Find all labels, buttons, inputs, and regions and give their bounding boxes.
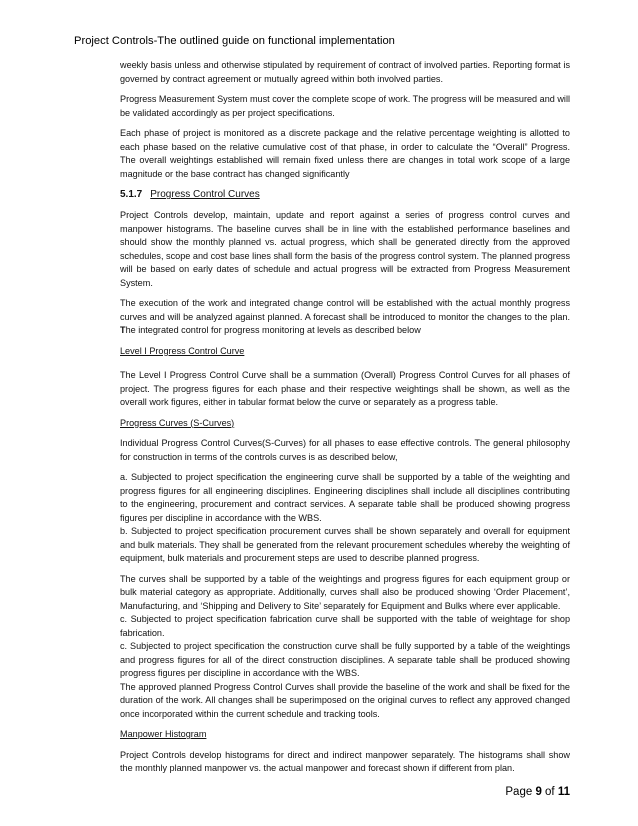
page-footer bbox=[505, 786, 570, 798]
paragraph-control-curves: Project Controls develop, maintain, update and report against a series of progress control curves and manpower histograms. The baseline curves shall be in line with the established performance baselines and should show the monthly planned vs. actual progress, which shall be generated directly from the approved schedules, scope and cost base lines shall form the basis of the progress control system. The planned progress will be based on early dates of schedule and actual progress will be extracted from Progress Measurement System. bbox=[120, 210, 570, 288]
subheading-level-one: Level I Progress Control Curve bbox=[120, 345, 245, 356]
paragraph-fabrication-curve: c. Subjected to project specification fabrication curve shall be supported with the table of weightage for shop fabrication. bbox=[120, 614, 570, 638]
page-header: Project Controls-The outlined guide on functional implementation bbox=[74, 35, 395, 47]
paragraph-execution-bold: T bbox=[120, 325, 126, 335]
section-number: 5.1.7 bbox=[120, 189, 143, 200]
paragraph-execution bbox=[120, 297, 570, 338]
paragraph-curves-table: The curves shall be supported by a table of the weightings and progress figures for each equipment group or bulk material category as appropriate. Additionally, curves shall also be produced showing ‘Order Placement’, Manufacturing, and ‘Shipping and Delivery to Site’ separately for Equipment and Bulks where ever applicable. bbox=[120, 573, 570, 611]
paragraph-construction-curve: c. Subjected to project specification the construction curve shall be fully supported by a table of the weightings and progress figures for all of the direct construction disciplines. A separate table shall be produced showing progress figures per discipline in accordance with the WBS. bbox=[120, 641, 570, 678]
paragraph-execution-part2: he integrated control for progress monitoring at levels as described below bbox=[125, 325, 421, 335]
paragraph-measurement-system: Progress Measurement System must cover the complete scope of work. The progress will be measured and will be validated accordingly as per project specifications. bbox=[120, 94, 570, 118]
paragraph-level-one: The Level I Progress Control Curve shall be a summation (Overall) Progress Control Curves for all phases of project. The progress figures for each phase and their respective weightings shall be shown, as well as the overall work figures, either in tabular format below the curve or separately as a progress table. bbox=[120, 370, 570, 407]
subheading-manpower: Manpower Histogram bbox=[120, 729, 207, 739]
paragraph-phase-weighting: Each phase of project is monitored as a discrete package and the relative percentage weighting is allotted to each phase based on the relative cumulative cost of that phase, in order to calculate the “Overall” Progress. The overall weightings established will remain fixed unless there are changes in total work scope of a large magnitude or the base contract has changed significantly bbox=[120, 128, 570, 179]
of-word: of bbox=[541, 786, 558, 798]
paragraph-manpower: Project Controls develop histograms for direct and indirect manpower separately. The histograms shall show the monthly planned manpower vs. the actual manpower and forecast shown if different from plan. bbox=[120, 749, 570, 773]
paragraph-s-curves: Individual Progress Control Curves(S-Curves) for all phases to ease effective controls. The general philosophy for construction in terms of the controls curves is as described below, bbox=[120, 438, 570, 462]
section-title: Progress Control Curves bbox=[150, 189, 260, 200]
document-body bbox=[120, 59, 570, 783]
paragraph-execution-part1: The execution of the work and integrated change control will be established with the actual monthly progress curves and will be analyzed against planned. A forecast shall be introduced to monitor the changes to the plan. bbox=[120, 298, 570, 322]
paragraph-baseline: The approved planned Progress Control Curves shall provide the baseline of the work and shall be fixed for the duration of the work. All changes shall be superimposed on the original curves to reflect any approved changed once incorporated within the current schedule and tracking tools. bbox=[120, 681, 570, 719]
paragraph-procurement-curve: b. Subjected to project specification procurement curves shall be shown separately and overall for equipment and bulk materials. They shall be generated from the relevant procurement schedules whereby the weighting of equipment, bulk materials and procurement steps are used to describe planned progress. bbox=[120, 526, 570, 563]
subheading-s-curves: Progress Curves (S-Curves) bbox=[120, 417, 235, 428]
section-heading bbox=[120, 188, 570, 202]
paragraph-reporting: weekly basis unless and otherwise stipulated by requirement of contract of involved parties. Reporting format is governed by contract agreement or mutually agreed within both involved parties. bbox=[120, 60, 570, 84]
page-word: Page bbox=[505, 786, 536, 798]
paragraph-engineering-curve: a. Subjected to project specification the engineering curve shall be supported by a table of the weighting and progress figures for all engineering disciplines. Engineering disciplines shall include all disciplines contributing to the engineering, procurement and contract services. A separate table shall be produced showing progress figures per discipline in accordance with the WBS. bbox=[120, 472, 570, 523]
page-number: 9 bbox=[535, 786, 542, 798]
page-total: 11 bbox=[557, 786, 570, 798]
